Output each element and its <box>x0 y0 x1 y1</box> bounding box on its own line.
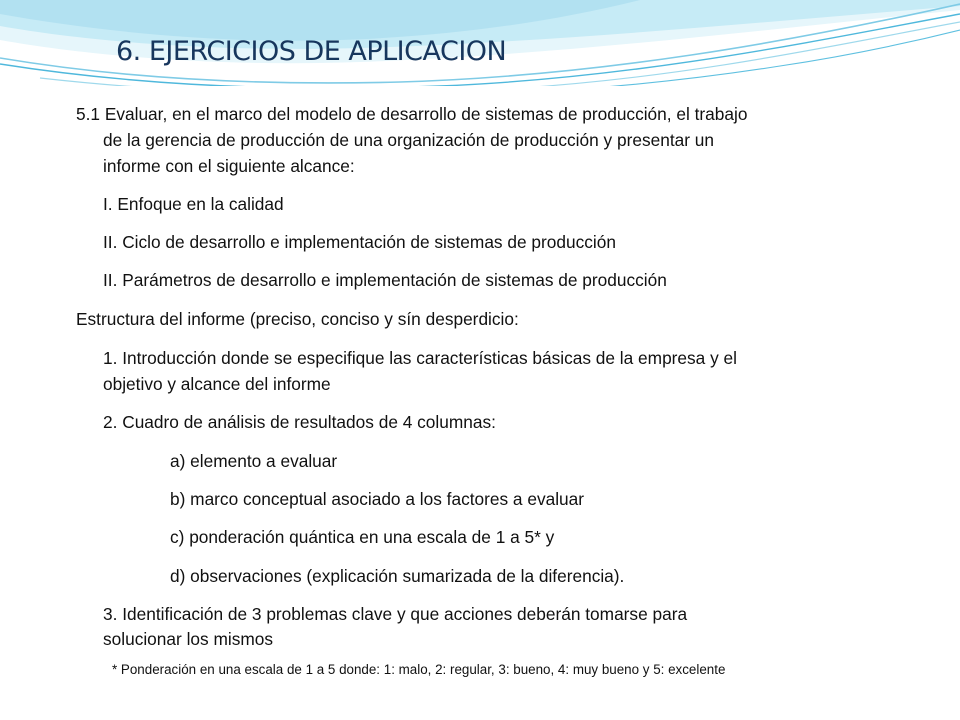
scope-item-1: I. Enfoque en la calidad <box>103 194 284 214</box>
structure-heading: Estructura del informe (preciso, conciso y sín desperdicio: <box>76 309 519 329</box>
item-3-line-2: solucionar los mismos <box>103 629 273 649</box>
item-2-a: a) elemento a evaluar <box>170 451 338 471</box>
item-1-line-2: objetivo y alcance del informe <box>103 374 331 394</box>
item-2-c: c) ponderación quántica en una escala de 1 a 5* y <box>170 527 555 547</box>
scope-item-2: II. Ciclo de desarrollo e implementación de sistemas de producción <box>103 232 616 252</box>
slide-title: 6. EJERCICIOS DE APLICACION <box>116 36 507 67</box>
intro-line-2: de la gerencia de producción de una organización de producción y presentar un <box>103 130 715 150</box>
item-1-line-1: 1. Introducción donde se especifique las características básicas de la empresa y el <box>103 348 737 368</box>
item-2-d: d) observaciones (explicación sumarizada de la diferencia). <box>170 566 625 586</box>
item-2: 2. Cuadro de análisis de resultados de 4 columnas: <box>103 412 496 432</box>
item-3-line-1: 3. Identificación de 3 problemas clave y que acciones deberán tomarse para <box>103 604 688 624</box>
item-2-b: b) marco conceptual asociado a los factores a evaluar <box>170 489 585 509</box>
footnote: * Ponderación en una escala de 1 a 5 donde: 1: malo, 2: regular, 3: bueno, 4: muy bueno y 5: excelente <box>112 662 726 677</box>
intro-line-1: 5.1 Evaluar, en el marco del modelo de desarrollo de sistemas de producción, el trabajo <box>76 104 748 124</box>
intro-line-3: informe con el siguiente alcance: <box>103 156 355 176</box>
scope-item-3: II. Parámetros de desarrollo e implementación de sistemas de producción <box>103 270 667 290</box>
